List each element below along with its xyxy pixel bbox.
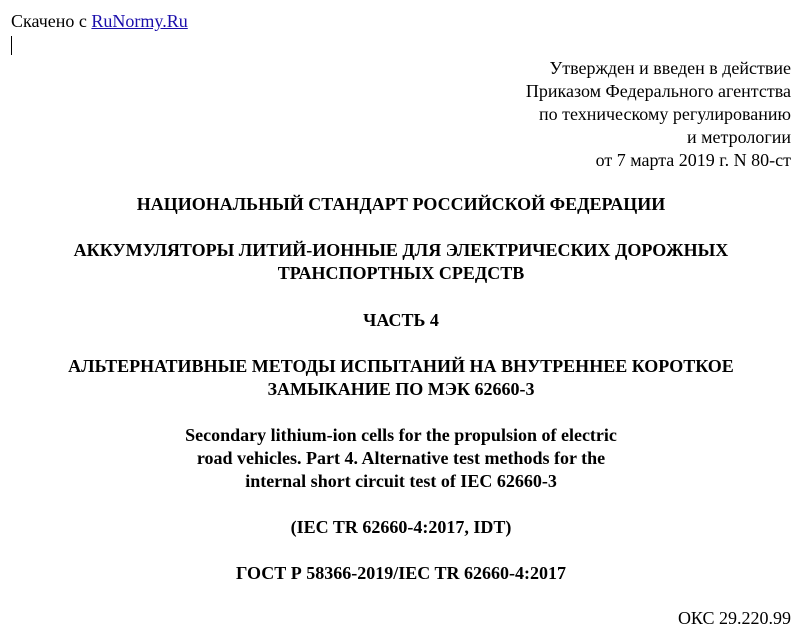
equivalence-text: (IEC TR 62660-4:2017, IDT) bbox=[290, 517, 512, 537]
oks-code: ОКС 29.220.99 bbox=[677, 608, 791, 628]
subtitle-ru-line: АЛЬТЕРНАТИВНЫЕ МЕТОДЫ ИСПЫТАНИЙ НА ВНУТРЕННЕЕ КОРОТКОЕ bbox=[68, 356, 734, 376]
title-ru-heading bbox=[0, 239, 802, 285]
title-ru-line: АККУМУЛЯТОРЫ ЛИТИЙ-ИОННЫЕ ДЛЯ ЭЛЕКТРИЧЕСКИХ ДОРОЖНЫХ bbox=[73, 240, 729, 260]
designation-heading bbox=[0, 562, 802, 585]
approval-block bbox=[526, 57, 791, 172]
equivalence-heading bbox=[0, 516, 802, 539]
title-en-line: internal short circuit test of IEC 62660-3 bbox=[245, 471, 557, 491]
approval-line: Утвержден и введен в действие bbox=[549, 58, 791, 78]
part-text: ЧАСТЬ 4 bbox=[363, 310, 439, 330]
approval-line: от 7 марта 2019 г. N 80-ст bbox=[595, 150, 791, 170]
title-ru-line: ТРАНСПОРТНЫХ СРЕДСТВ bbox=[277, 263, 525, 283]
title-en-heading bbox=[0, 424, 802, 493]
title-en-line: road vehicles. Part 4. Alternative test methods for the bbox=[196, 448, 606, 468]
standard-type-heading bbox=[0, 193, 802, 216]
title-en-line: Secondary lithium-ion cells for the propulsion of electric bbox=[185, 425, 617, 445]
download-source-line bbox=[11, 10, 188, 32]
text-cursor bbox=[11, 36, 12, 55]
standard-type-text: НАЦИОНАЛЬНЫЙ СТАНДАРТ РОССИЙСКОЙ ФЕДЕРАЦИИ bbox=[136, 194, 666, 214]
subtitle-ru-line: ЗАМЫКАНИЕ ПО МЭК 62660-3 bbox=[267, 379, 535, 399]
part-heading bbox=[0, 309, 802, 332]
site-link[interactable]: RuNormy.Ru bbox=[91, 11, 188, 31]
approval-line: и метрологии bbox=[687, 127, 791, 147]
subtitle-ru-heading bbox=[0, 355, 802, 401]
designation-text: ГОСТ Р 58366-2019/IEC TR 62660-4:2017 bbox=[236, 563, 566, 583]
approval-line: по техническому регулированию bbox=[538, 104, 791, 124]
approval-line: Приказом Федерального агентства bbox=[525, 81, 791, 101]
downloaded-prefix: Скачено с bbox=[11, 11, 92, 31]
